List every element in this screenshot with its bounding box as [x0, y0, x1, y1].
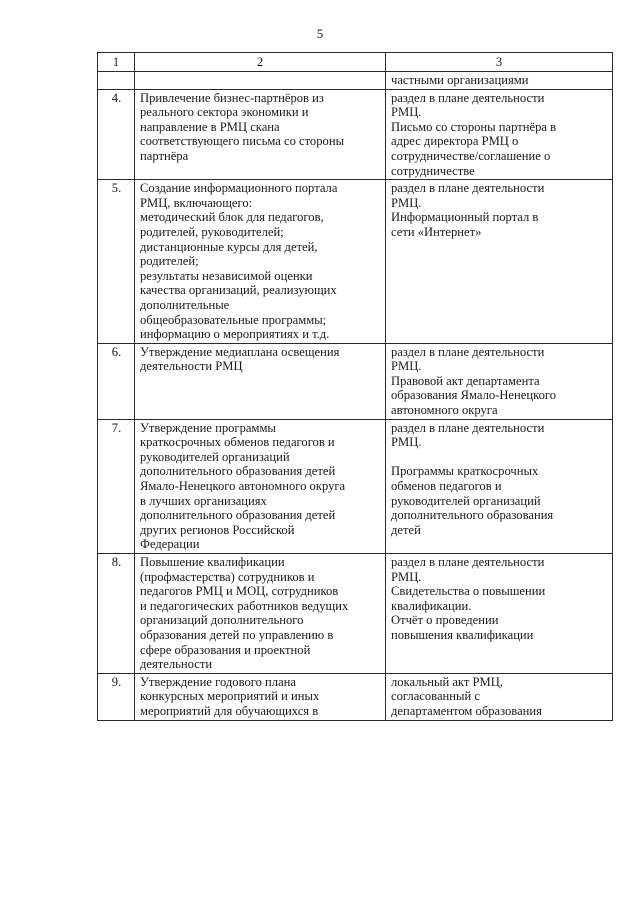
- row-number: 6.: [98, 343, 135, 419]
- row-number: 5.: [98, 180, 135, 344]
- table-row: [98, 89, 613, 180]
- row-action: Утверждение медиаплана освещения деятельности РМЦ: [135, 343, 386, 419]
- row-number: 9.: [98, 673, 135, 720]
- row-action: Утверждение программы краткосрочных обменов педагогов и руководителей организаций дополнительного образования детей Ямало-Ненецкого автономного округа в лучших организациях дополнительного образования детей других регионов Российской Федерации: [135, 419, 386, 553]
- row-result: раздел в плане деятельности РМЦ. Программы краткосрочных обменов педагогов и руководителей организаций дополнительного образования детей: [386, 419, 613, 553]
- row-result: локальный акт РМЦ, согласованный с департаментом образования: [386, 673, 613, 720]
- row-action: Повышение квалификации (профмастерства) сотрудников и педагогов РМЦ и МОЦ, сотрудников и педагогических работников ведущих организаций дополнительного образования детей по управлению в сфере образования и проектной деятельности: [135, 554, 386, 674]
- plan-table: [97, 52, 613, 721]
- column-header-number: 1: [98, 53, 135, 72]
- table-row: [98, 180, 613, 344]
- row-action: Привлечение бизнес-партнёров из реального сектора экономики и направление в РМЦ скана соответствующего письма со стороны партнёра: [135, 89, 386, 180]
- row-result: раздел в плане деятельности РМЦ. Информационный портал в сети «Интернет»: [386, 180, 613, 344]
- page-number: 5: [316, 26, 324, 41]
- table-header-row: [98, 53, 613, 72]
- column-header-result: 3: [386, 53, 613, 72]
- row-result: раздел в плане деятельности РМЦ. Свидетельства о повышении квалификации. Отчёт о проведении повышения квалификации: [386, 554, 613, 674]
- table-row: [98, 554, 613, 674]
- row-number: 8.: [98, 554, 135, 674]
- table-row: [98, 72, 613, 90]
- row-action: Утверждение годового плана конкурсных мероприятий и иных мероприятий для обучающихся в: [135, 673, 386, 720]
- row-number: 4.: [98, 89, 135, 180]
- row-result: раздел в плане деятельности РМЦ. Правовой акт департамента образования Ямало-Ненецкого автономного округа: [386, 343, 613, 419]
- row-action: Создание информационного портала РМЦ, включающего: методический блок для педагогов, родителей, руководителей; дистанционные курсы для детей, родителей; результаты независимой оценки качества организаций, реализующих дополнительные общеобразовательные программы; информацию о мероприятиях и т.д.: [135, 180, 386, 344]
- table-row: [98, 343, 613, 419]
- row-action: [135, 72, 386, 90]
- table-row: [98, 673, 613, 720]
- table-row: [98, 419, 613, 553]
- column-header-action: 2: [135, 53, 386, 72]
- row-number: 7.: [98, 419, 135, 553]
- row-number: [98, 72, 135, 90]
- row-result: раздел в плане деятельности РМЦ. Письмо со стороны партнёра в адрес директора РМЦ о сотрудничестве/соглашение о сотрудничестве: [386, 89, 613, 180]
- row-result: частными организациями: [386, 72, 613, 90]
